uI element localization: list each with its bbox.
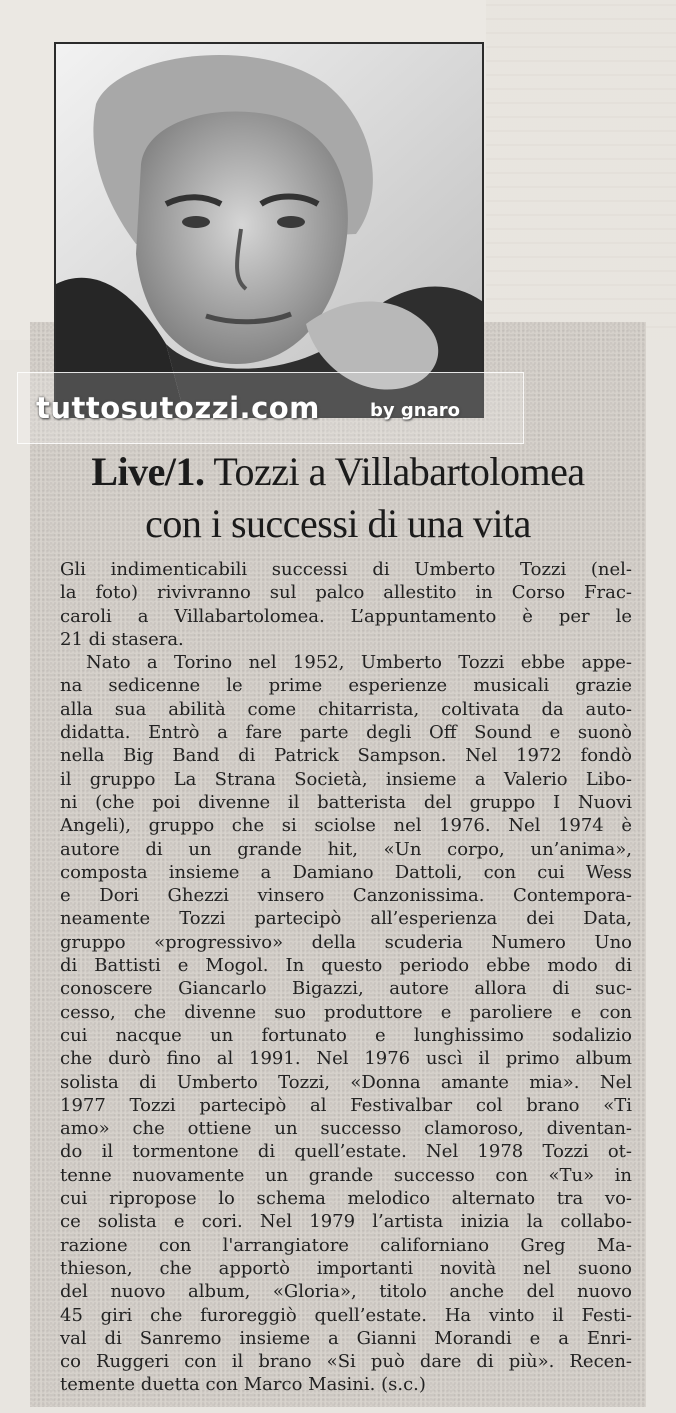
article-line: 45 giri che furoreggiò quell’estate. Ha vinto il Festi- [60, 1304, 632, 1326]
article-line: 21 di stasera. [60, 628, 184, 650]
article-line: na sedicenne le prime esperienze musicali grazie [60, 675, 632, 697]
article-line: tenne nuovamente un grande successo con «Tu» in [60, 1164, 632, 1186]
article-line: amo» che ottiene un successo clamoroso, diventan- [60, 1118, 632, 1140]
article-line: Gli indimenticabili successi di Umberto Tozzi (nel- [60, 559, 632, 580]
article-line: cui ripropose lo schema melodico alternato tra vo- [60, 1188, 632, 1210]
article-body [60, 558, 632, 1397]
headline-line-2: con i successi di una vita [145, 501, 531, 546]
article-line: Angeli), gruppo che si sciolse nel 1976. Nel 1974 è [60, 815, 632, 837]
article-line: autore di un grande hit, «Un corpo, un’anima», [60, 838, 632, 860]
article-line: val di Sanremo insieme a Gianni Morandi e a Enri- [60, 1327, 632, 1349]
article-line: 1977 Tozzi partecipò al Festivalbar col brano «Ti [60, 1094, 632, 1116]
article-line: cui nacque un fortunato e lunghissimo sodalizio [60, 1024, 632, 1046]
article-line: caroli a Villabartolomea. L’appuntamento è per le [60, 605, 632, 627]
article-line: di Battisti e Mogol. In questo periodo ebbe modo di [60, 955, 632, 977]
article-line: razione con l'arrangiatore californiano Greg Ma- [60, 1234, 632, 1256]
article-line: nella Big Band di Patrick Sampson. Nel 1972 fondò [60, 745, 632, 767]
article-line: didatta. Entrò a fare parte degli Off Sound e suonò [60, 722, 632, 744]
article-line: composta insieme a Damiano Dattoli, con cui Wess [60, 861, 632, 883]
article-line: e Dori Ghezzi vinsero Canzonissima. Contempora- [60, 885, 632, 907]
faded-adjacent-column [486, 0, 676, 340]
article-line: il gruppo La Strana Società, insieme a Valerio Libo- [60, 768, 632, 790]
article-line: neamente Tozzi partecipò all’esperienza dei Data, [60, 908, 632, 930]
watermark-banner [17, 372, 524, 444]
article-line: co Ruggeri con il brano «Si può dare di più». Recen- [60, 1351, 632, 1373]
article-line: cesso, che divenne suo produttore e paroliere e con [60, 1001, 632, 1023]
article-line: do il tormentone di quell’estate. Nel 1978 Tozzi ot- [60, 1141, 632, 1163]
article-line: temente duetta con Marco Masini. (s.c.) [60, 1374, 426, 1396]
article-line: thieson, che apportò importanti novità nel suono [60, 1257, 632, 1279]
article-line: ni (che poi divenne il batterista del gruppo I Nuovi [60, 791, 632, 813]
headline-title: Tozzi a Villabartolomea [204, 449, 585, 494]
article-line: del nuovo album, «Gloria», titolo anche del nuovo [60, 1281, 632, 1303]
headline-line-1 [34, 446, 642, 498]
article-line: la foto) rivivranno sul palco allestito in Corso Frac- [60, 582, 632, 604]
article-line: Nato a Torino nel 1952, Umberto Tozzi ebbe appe- [86, 652, 632, 674]
watermark-site: tuttosutozzi.com [36, 391, 320, 425]
article-photo [54, 42, 484, 418]
article-line: gruppo «progressivo» della scuderia Numero Uno [60, 931, 632, 953]
article-line: solista di Umberto Tozzi, «Donna amante mia». Nel [60, 1071, 632, 1093]
article-line: alla sua abilità come chitarrista, coltivata da auto- [60, 698, 632, 720]
article-line: che durò fino al 1991. Nel 1976 uscì il primo album [60, 1048, 632, 1070]
article-line: ce solista e cori. Nel 1979 l’artista inizia la collabo- [60, 1211, 632, 1233]
article-headline [34, 446, 642, 550]
headline-kicker: Live/1. [91, 449, 205, 494]
watermark-credit: by gnaro [370, 400, 460, 421]
article-line: conoscere Giancarlo Bigazzi, autore allora di suc- [60, 978, 632, 1000]
